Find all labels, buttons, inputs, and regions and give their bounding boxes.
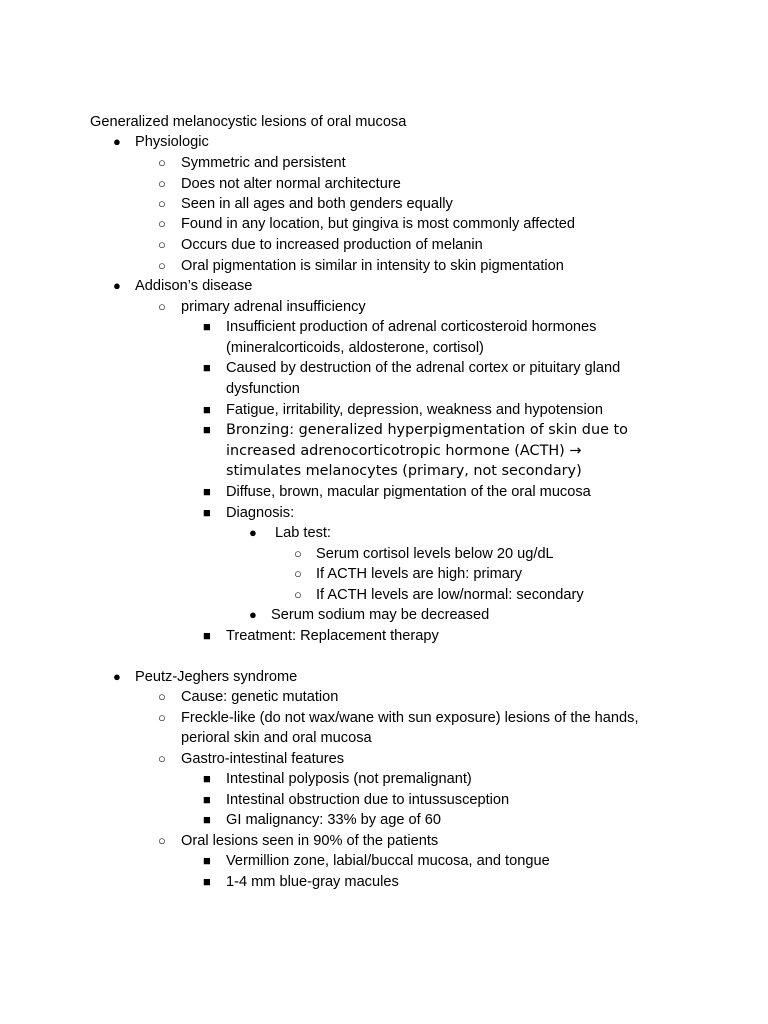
bullet-disc-icon: ● <box>249 607 257 622</box>
bullet-disc-icon: ● <box>113 278 121 293</box>
bullet-square-icon: ■ <box>203 812 211 827</box>
bullet-square-icon: ■ <box>203 628 211 643</box>
bullet-circle-icon: ○ <box>158 751 166 766</box>
bullet-circle-icon: ○ <box>158 689 166 704</box>
bullet-square-icon: ■ <box>203 792 211 807</box>
bullet-square-icon: ■ <box>203 874 211 889</box>
bullet-circle-icon: ○ <box>158 833 166 848</box>
bullet-circle-icon: ○ <box>158 176 166 191</box>
bullet-circle-icon: ○ <box>158 299 166 314</box>
bullet-circle-icon: ○ <box>158 237 166 252</box>
bullet-square-icon: ■ <box>203 402 211 417</box>
bullet-circle-icon: ○ <box>294 566 302 581</box>
bullet-square-icon: ■ <box>203 319 211 334</box>
bullet-square-icon: ■ <box>203 360 211 375</box>
bullet-square-icon: ■ <box>203 771 211 786</box>
bullet-circle-icon: ○ <box>294 587 302 602</box>
bullet-square-icon: ■ <box>203 484 211 499</box>
bullet-circle-icon: ○ <box>158 196 166 211</box>
bullet-disc-icon: ● <box>249 525 257 540</box>
bullet-circle-icon: ○ <box>158 216 166 231</box>
bullet-circle-icon: ○ <box>158 155 166 170</box>
bullet-square-icon: ■ <box>203 505 211 520</box>
bullet-circle-icon: ○ <box>294 546 302 561</box>
document-page: Generalized melanocystic lesions of oral mucosa ● Physiologic ○ Symmetric and persistent ○ Does not alter normal architecture ○ Seen in all ages and both genders equally ○ Found in any location, but gingiva is most commonly affected ○ Occurs due to increased production of melanin ○ Oral pigmentation is similar in intensity to skin pigmentation ● Addison’s disease ○ primary adrenal insufficiency ■ Insufficient production of adrenal corticosteroid hormones (mineralcorticoids, aldosterone, cortisol) ■ Caused by destruction of the adrenal cortex or pituitary gland dysfunction ■ Fatigue, irritability, depression, weakness and hypotension ■ Bronzing: generalized hyperpigmentation of skin due to increased adrenocorticotropic hormone (ACTH) → stimulates melanocytes (primary, not secondary) ■ Diffuse, brown, macular pigmentation of the oral mucosa ■ Diagnosis: ● Lab test: ○ Serum cortisol levels below 20 ug/dL ○ If ACTH levels are high: primary ○ If ACTH levels are low/normal: secondary ● Serum sodium may be decreased ■ Treatment: Replacement therapy ● Peutz-Jeghers syndrome ○ Cause: genetic mutation ○ Freckle-like (do not wax/wane with sun exposure) lesions of the hands, perioral skin and oral mucosa ○ Gastro-intestinal features ■ Intestinal polyposis (not premalignant) ■ Intestinal obstruction due to intussusception ■ GI malignancy: 33% by age of 60 ○ Oral lesions seen in 90% of the patients ■ Vermillion zone, labial/buccal mucosa, and tongue ■ 1-4 mm blue-gray macules <box>90 114 639 890</box>
bullet-circle-icon: ○ <box>158 710 166 725</box>
bullet-disc-icon: ● <box>113 669 121 684</box>
bullet-square-icon: ■ <box>203 422 211 437</box>
bullet-square-icon: ■ <box>203 853 211 868</box>
bullet-circle-icon: ○ <box>158 258 166 273</box>
bullet-disc-icon: ● <box>113 134 121 149</box>
